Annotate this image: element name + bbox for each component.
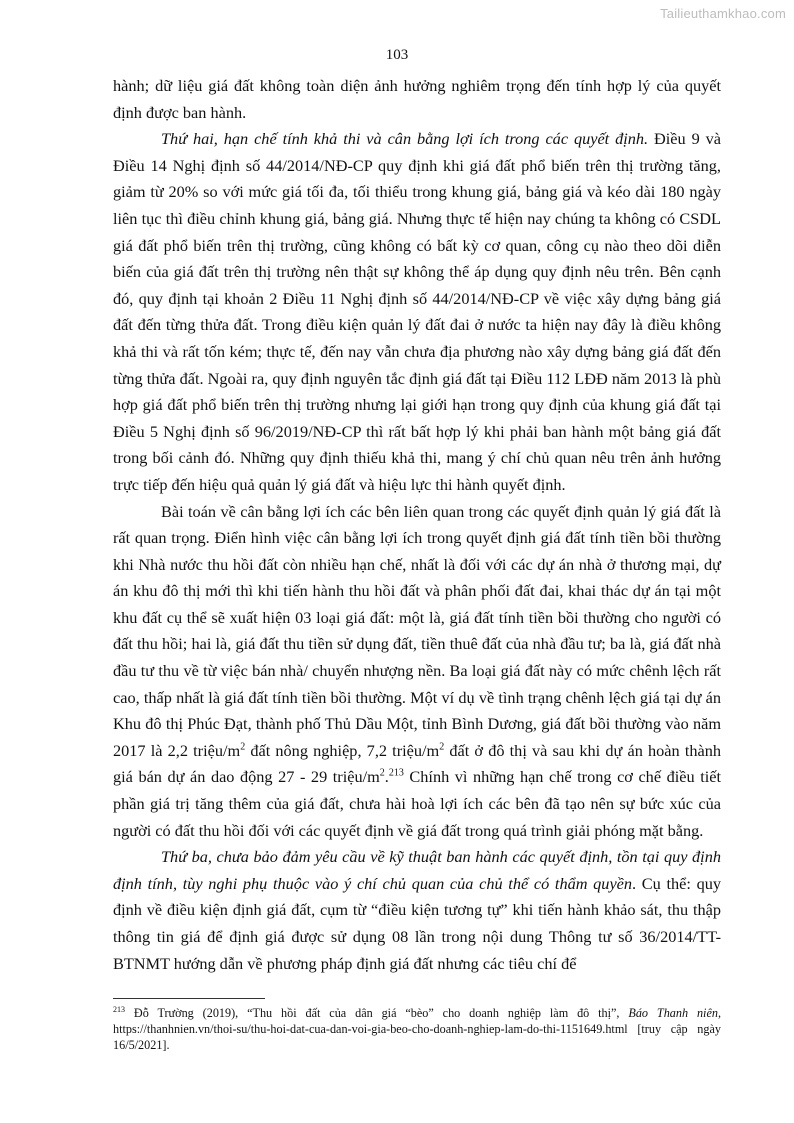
paragraph-4-text: . Cụ thể: quy định về điều kiện định giá đất, cụm từ “điều kiện tương tự” khi tiến hành khảo sát, thu thập thông tin giá để định giá được sử dụng 08 lần trong nội dung Thông tư số 36/2014/TT-BTNMT hướng dẫn về phương pháp định giá đất nhưng các tiêu chí để [113, 873, 721, 973]
footnote-divider [113, 998, 265, 999]
paragraph-3-text-d: . [384, 767, 389, 787]
paragraph-1 [113, 73, 721, 126]
body-text [113, 73, 721, 977]
footnote-text-a: Đỗ Trường (2019), “Thu hồi đất của dân giá “bèo” cho doanh nghiệp làm đô thị”, [125, 1006, 629, 1020]
watermark: Tailieuthamkhao.com [660, 6, 786, 21]
footnote-reference[interactable]: 213 [388, 768, 404, 780]
superscript-squared: 2 [439, 741, 445, 753]
paragraph-2 [113, 126, 721, 498]
superscript-squared: 2 [240, 741, 246, 753]
paragraph-3-text-e: Chính vì những hạn chế trong cơ chế điều tiết phần giá trị tăng thêm của giá đất, chưa hài hoà lợi ích các bên đã tạo nên sự bức xúc của người có đất thu hồi đối với các quyết định về giá đất trong quá trình giải phóng mặt bằng. [113, 767, 721, 840]
paragraph-4-heading: Thứ ba, chưa bảo đảm yêu cầu về kỹ thuật ban hành các quyết định, tồn tại quy định định tính, tùy nghi phụ thuộc vào ý chí chủ quan của chủ thể có thẩm quyền [113, 847, 721, 893]
paragraph-3-text-b: đất nông nghiệp, 7,2 triệu/m [245, 740, 440, 760]
footnote-number: 213 [113, 1004, 125, 1014]
paragraph-1-text: hành; dữ liệu giá đất không toàn diện ảnh hưởng nghiêm trọng đến tính hợp lý của quyết định được ban hành. [113, 76, 721, 122]
paragraph-2-heading: Thứ hai, hạn chế tính khả thi và cân bằng lợi ích trong các quyết định. [161, 129, 649, 149]
paragraph-3-text-a: Bài toán về cân bằng lợi ích các bên liên quan trong các quyết định quản lý giá đất là rất quan trọng. Điển hình việc cân bằng lợi ích trong quyết định giá đất tính tiền bồi thường khi Nhà nước thu hồi đất còn nhiều hạn chế, nhất là đối với các dự án nhà ở thương mại, dự án khu đô thị mới thì khi tiến hành thu hồi đất và phân phối đất đai, khai thác dự án tại một khu đất cụ thể sẽ xuất hiện 03 loại giá đất: một là, giá đất tính tiền bồi thường cho người có đất thu hồi; hai là, giá đất thu tiền sử dụng đất, tiền thuê đất của nhà đầu tư; ba là, giá đất nhà đầu tư thu về từ việc bán nhà/ chuyển nhượng nền. Ba loại giá đất này có mức chênh lệch rất cao, thấp nhất là giá đất tính tiền bồi thường. Một ví dụ về tình trạng chênh lệch giá tại dự án Khu đô thị Phúc Đạt, thành phố Thủ Dầu Một, tỉnh Bình Dương, giá đất bồi thường vào năm 2017 là 2,2 triệu/m [113, 501, 721, 760]
paragraph-3 [113, 499, 721, 845]
paragraph-2-text: Điều 9 và Điều 14 Nghị định số 44/2014/NĐ-CP quy định khi giá đất phổ biến trên thị trường tăng, giảm từ 20% so với mức giá tối đa, tối thiểu trong khung giá, bảng giá và kéo dài 180 ngày liên tục thì điều chỉnh khung giá, bảng giá. Nhưng thực tế hiện nay chúng ta không có CSDL giá đất phổ biến trên thị trường, cũng không có bất kỳ cơ quan, công cụ nào theo dõi diễn biến của giá đất trên thị trường nên thật sự không thể áp dụng quy định nêu trên. Bên cạnh đó, quy định tại khoản 2 Điều 11 Nghị định số 44/2014/NĐ-CP về việc xây dựng bảng giá đất đến từng thửa đất. Trong điều kiện quản lý đất đai ở nước ta hiện nay đây là điều không khả thi và rất tốn kém; thực tế, đến nay vẫn chưa địa phương nào xây dựng bảng giá đất đến từng thửa đất. Ngoài ra, quy định nguyên tắc định giá đất tại Điều 112 LĐĐ năm 2013 là phù hợp giá đất phổ biến trên thị trường nhưng lại giới hạn trong quy định của khung giá đất tại Điều 5 Nghị định số 96/2019/NĐ-CP thì rất bất hợp lý khi phải ban hành một bảng giá đất trong bối cảnh đó. Những quy định thiếu khả thi, mang ý chí chủ quan nêu trên ảnh hưởng trực tiếp đến hiệu quả quản lý giá đất và hiệu lực thi hành quyết định. [113, 129, 721, 494]
paragraph-4 [113, 844, 721, 977]
superscript-squared: 2 [379, 768, 385, 780]
footnote-text-b: , https://thanhnien.vn/thoi-su/thu-hoi-dat-cua-dan-voi-gia-beo-cho-doanh-nghiep-lam-do-thi-1151649.html [truy cập ngày 16/5/2021]. [113, 1006, 721, 1052]
footnote-source: Báo Thanh niên [628, 1006, 718, 1020]
footnote [113, 1005, 721, 1053]
page-number: 103 [385, 47, 409, 63]
paragraph-3-text-c: đất ở đô thị và sau khi dự án hoàn thành giá bán dự án dao động 27 - 29 triệu/m [113, 740, 722, 787]
